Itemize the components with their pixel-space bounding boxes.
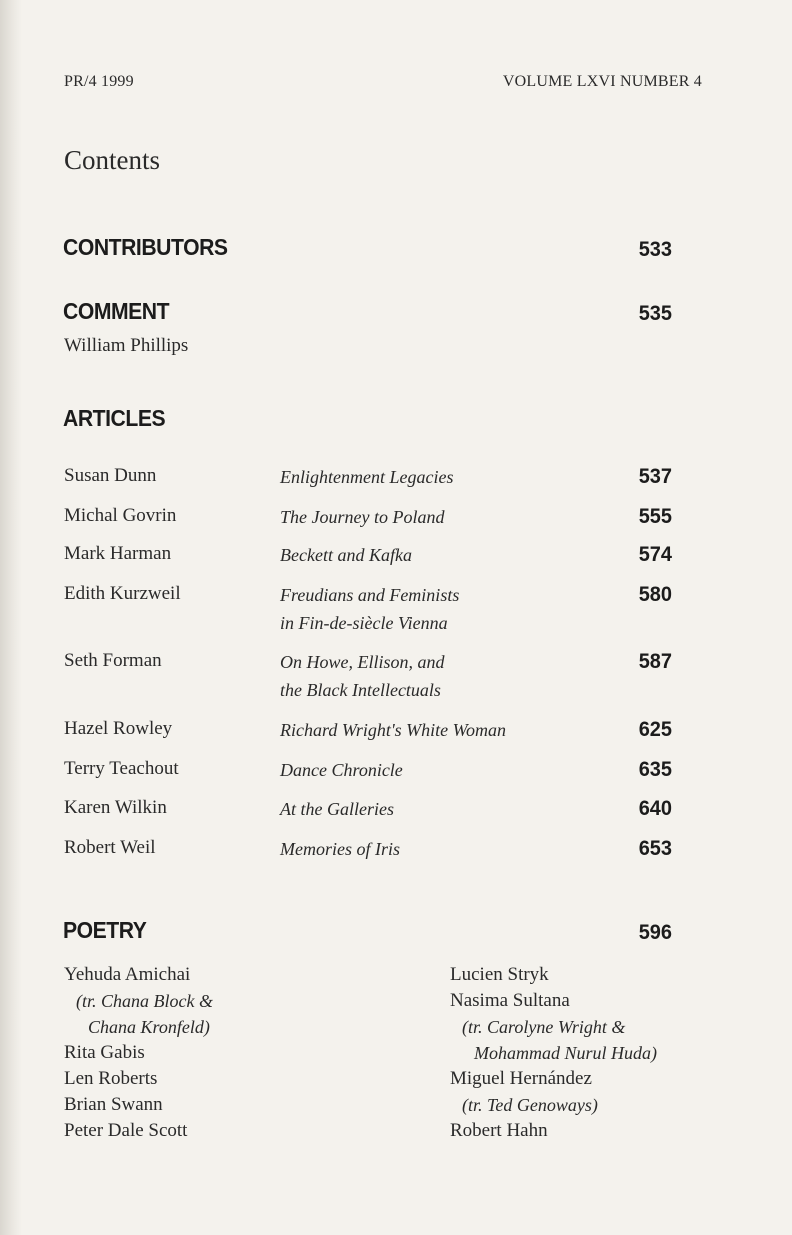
article-author: Karen Wilkin [64,797,167,818]
poetry-translator: (tr. Chana Block & [76,991,213,1011]
article-page: 555 [638,505,672,528]
poetry-translator: (tr. Ted Genoways) [462,1095,598,1115]
article-title [280,648,445,704]
article-title-line: On Howe, Ellison, and [280,652,445,672]
article-title-line: Richard Wright's White Woman [280,720,507,740]
article-page: 574 [638,543,672,566]
article-title-line: The Journey to Poland [280,507,445,527]
poetry-translator: (tr. Carolyne Wright & [462,1017,626,1037]
section-comment-page: 535 [638,302,672,325]
article-title [280,835,400,863]
article-title-line: At the Galleries [280,799,394,819]
poetry-author: Lucien Stryk [450,964,549,985]
article-author: Seth Forman [64,650,162,671]
article-author: Robert Weil [64,837,156,858]
article-page: 537 [638,465,672,488]
article-page: 640 [638,797,672,820]
article-title-line: Enlightenment Legacies [280,467,454,487]
article-title-line: Memories of Iris [280,839,400,859]
article-author: Terry Teachout [64,758,179,779]
article-author: Mark Harman [64,543,172,564]
poetry-column-right [450,962,657,1144]
poetry-author: Brian Swann [64,1094,163,1115]
article-title-line: the Black Intellectuals [280,680,441,700]
article-title [280,756,403,784]
poetry-author: Len Roberts [64,1068,158,1089]
article-title [280,541,412,569]
comment-author: William Phillips [64,335,189,356]
poetry-column-left [64,962,213,1144]
article-title-line: Freudians and Feminists [280,585,460,605]
poetry-author: Nasima Sultana [450,990,570,1011]
article-author: Hazel Rowley [64,718,173,739]
article-title [280,463,453,491]
page-title: Contents [64,145,161,175]
article-title-line: Dance Chronicle [280,760,403,780]
section-contributors-page: 533 [638,238,672,261]
section-articles-heading: ARTICLES [63,405,166,431]
header-issue: PR/4 1999 [64,73,134,90]
article-title [280,795,394,823]
article-page: 635 [638,758,672,781]
article-author: Edith Kurzweil [64,583,181,604]
poetry-author: Miguel Hernández [450,1068,592,1089]
poetry-author: Peter Dale Scott [64,1120,188,1141]
poetry-translator: Mohammad Nurul Huda) [474,1043,657,1063]
article-author: Michal Govrin [64,505,177,526]
article-title [280,716,506,744]
section-poetry-page: 596 [638,921,672,944]
article-title-line: in Fin-de-siècle Vienna [280,613,448,633]
poetry-translator: Chana Kronfeld) [88,1017,210,1037]
section-comment-heading: COMMENT [63,298,170,324]
article-author: Susan Dunn [64,465,157,486]
section-poetry-heading: POETRY [63,917,147,943]
poetry-author: Yehuda Amichai [64,964,191,985]
article-title-line: Beckett and Kafka [280,545,412,565]
article-page: 653 [638,837,672,860]
article-page: 625 [638,718,672,741]
header-volume: VOLUME LXVI NUMBER 4 [502,73,702,90]
poetry-author: Robert Hahn [450,1120,548,1141]
article-page: 580 [638,583,672,606]
article-title [280,581,459,637]
article-title [280,503,444,531]
section-contributors-heading: CONTRIBUTORS [63,234,228,260]
page-spine-shadow [0,0,22,1235]
poetry-author: Rita Gabis [64,1042,145,1063]
article-page: 587 [638,650,672,673]
